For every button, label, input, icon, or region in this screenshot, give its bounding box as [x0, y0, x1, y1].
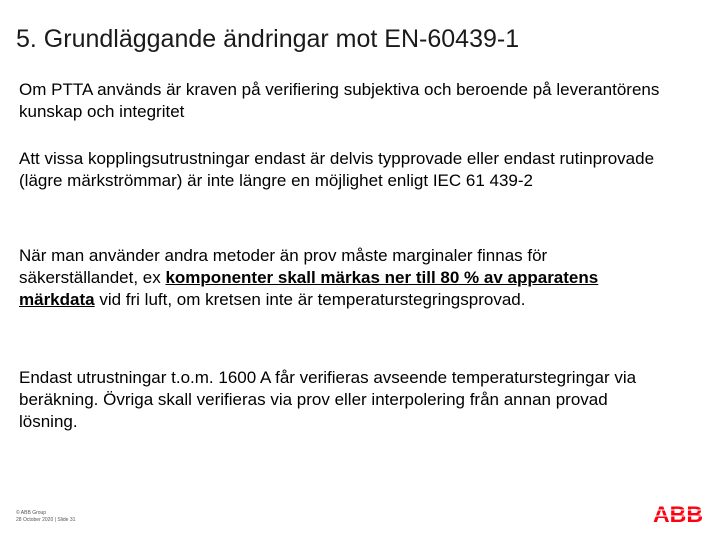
footer: [16, 510, 75, 524]
paragraph-type-tested: Att vissa kopplingsutrustningar endast är delvis typprovade eller endast rutinprovade (lägre märkströmmar) är inte längre en möjlighet enligt IEC 61 439-2: [19, 149, 655, 190]
footer-copyright: © ABB Group: [16, 510, 47, 516]
paragraph-margins-outro: vid fri luft, om kretsen inte är temperaturstegringsprovad.: [94, 290, 526, 309]
paragraph-margins-intro: När man använder andra metoder än prov måste marginaler finnas för säkerställandet, ex: [19, 246, 548, 287]
paragraph-ptta-verification: Om PTTA används är kraven på verifiering subjektiva och beroende på leverantörens kunskap och integritet: [19, 80, 660, 121]
abb-logo: [652, 504, 704, 524]
footer-date-slide: 28 October 2020 | Slide 31: [16, 517, 76, 523]
paragraph-calculation: Endast utrustningar t.o.m. 1600 A får verifieras avseende temperaturstegringar via beräkning. Övriga skall verifieras via prov eller interpolering från annan provad lösning.: [19, 368, 637, 431]
slide-title: 5. Grundläggande ändringar mot EN-60439-1: [16, 25, 520, 53]
paragraph-margins-emphasis: komponenter skall märkas ner till 80 % av apparatens märkdata: [19, 268, 599, 309]
svg-text:ABB: ABB: [653, 504, 703, 524]
paragraph-margins: [19, 245, 669, 311]
